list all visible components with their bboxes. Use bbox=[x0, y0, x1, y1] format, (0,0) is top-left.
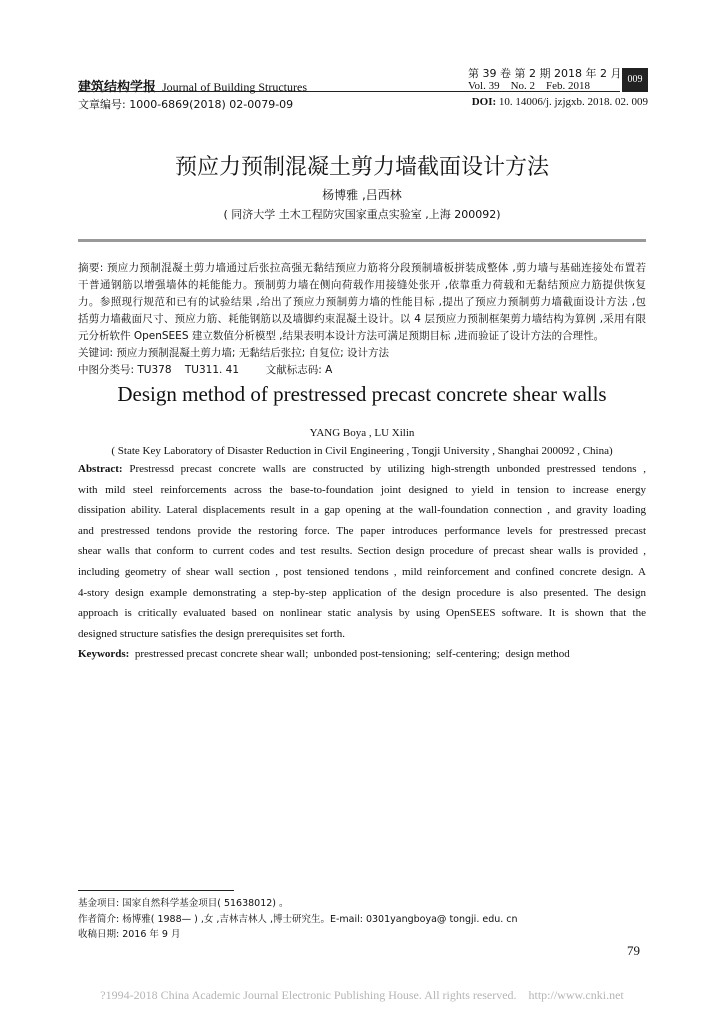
footnote-received: 收稿日期: 2016 年 9 月 bbox=[78, 929, 181, 940]
volume-en: Vol. 39 No. 2 Feb. 2018 bbox=[468, 80, 591, 92]
abstract-cn-line: 力。参照现行规范和已有的试验结果 ,给出了预应力预制剪力墙的性能目标 ,提出了预应力预制剪力墙截面设计方法 ,包 bbox=[78, 296, 646, 308]
abstract-en-line: including geometry of shear wall section , post tensioned tendons , mild reinforcement and confined concrete design. A bbox=[78, 565, 646, 578]
abstract-en-line: and prestressed tendons provide the restoring force. The paper introduces performance levels for prestressed precast bbox=[78, 524, 646, 537]
abstract-en-line bbox=[78, 459, 646, 480]
divider bbox=[78, 239, 646, 242]
keywords-cn: 关键词: 预应力预制混凝土剪力墙; 无黏结后张拉; 自复位; 设计方法 bbox=[78, 347, 389, 359]
keywords-label: Keywords: bbox=[78, 648, 130, 661]
journal-name-cn: 建筑结构学报 bbox=[78, 80, 157, 95]
abstract-en-line: shear walls that conform to current codes and test results. Section design procedure of precast shear walls is provided , bbox=[78, 545, 646, 558]
abstract-en-line: 4-story design example demonstrating a step-by-step application of the design procedure is also presented. The design bbox=[78, 586, 646, 599]
keywords-en bbox=[78, 644, 646, 665]
page-box: 009 bbox=[622, 68, 648, 92]
abstract-en bbox=[78, 459, 646, 665]
classification: 中图分类号: TU378 TU311. 41 文献标志码: A bbox=[78, 364, 333, 376]
header-rule bbox=[78, 91, 620, 92]
affiliation-cn: ( 同济大学 土木工程防灾国家重点实验室 ,上海 200092) bbox=[223, 208, 501, 221]
doi bbox=[472, 96, 648, 108]
footnotes bbox=[78, 896, 518, 943]
abstract-cn-line: 元分析软件 OpenSEES 建立数值分析模型 ,结果表明本设计方法可满足预期目标 ,进而验证了设计方法的合理性。 bbox=[78, 330, 605, 342]
footnote-rule bbox=[78, 890, 234, 891]
abstract-en-line: approach is critically evaluated based on nonlinear static analysis by using OpenSEES software. It is shown that the bbox=[78, 607, 646, 620]
title-en: Design method of prestressed precast concrete shear walls bbox=[117, 382, 607, 406]
authors-en: YANG Boya , LU Xilin bbox=[309, 427, 415, 439]
abstract-cn-line: 干普通钢筋以增强墙体的耗能能力。预制剪力墙在侧向荷载作用接缝处张开 ,依靠重力荷载和无黏结预应力筋提供恢复 bbox=[78, 279, 646, 291]
title-cn: 预应力预制混凝土剪力墙截面设计方法 bbox=[174, 155, 549, 180]
watermark: ?1994-2018 China Academic Journal Electronic Publishing House. All rights reserved. http://www.cnki.net bbox=[100, 988, 624, 1002]
abstract-en-line: designed structure satisfies the design prerequisites set forth. bbox=[78, 627, 345, 640]
doi-label: DOI: bbox=[471, 96, 497, 108]
volume-cn: 第 39 卷 第 2 期 2018 年 2 月 bbox=[468, 67, 622, 80]
footnote-funding: 基金项目: 国家自然科学基金项目( 51638012) 。 bbox=[78, 898, 289, 909]
doi-value: 10. 14006/j. jzjgxb. 2018. 02. 009 bbox=[496, 96, 648, 108]
footnote-author: 作者简介: 杨博雅( 1988— ) ,女 ,吉林吉林人 ,博士研究生。E-mail: 0301yangboya@ tongji. edu. cn bbox=[78, 913, 518, 925]
abstract-cn bbox=[78, 260, 646, 379]
journal-name bbox=[78, 76, 307, 95]
article-number: 文章编号: 1000-6869(2018) 02-0079-09 bbox=[78, 98, 294, 111]
abstract-text: Prestressd precast concrete walls are constructed by utilizing high-strength unbonded prestressed tendons , bbox=[129, 463, 646, 475]
abstract-cn-line: 摘要: 预应力预制混凝土剪力墙通过后张拉高强无黏结预应力筋将分段预制墙板拼装成整体 ,剪力墙与基础连接处布置若 bbox=[78, 262, 646, 274]
abstract-cn-line: 括剪力墙截面尺寸、预应力筋、耗能钢筋以及墙脚约束混凝土设计。以 4 层预应力预制框架剪力墙结构为算例 ,采用有限 bbox=[78, 313, 646, 325]
volume-info bbox=[468, 68, 621, 92]
abstract-en-line: dissipation ability. Lateral displacements result in a gap opening at the wall-foundation connection , and gravity loading bbox=[78, 504, 646, 517]
journal-name-en: Journal of Building Structures bbox=[162, 80, 307, 94]
abstract-label: Abstract: bbox=[78, 463, 123, 475]
keywords-text: prestressed precast concrete shear wall; unbonded post-tensioning; self-centering; design method bbox=[129, 648, 570, 661]
authors-cn: 杨博雅 ,吕西林 bbox=[322, 188, 402, 202]
abstract-en-line: with mild steel reinforcements across the base-to-foundation joint designed to yield in tension to increase energy bbox=[78, 483, 646, 496]
page-number: 79 bbox=[627, 943, 640, 958]
affiliation-en: ( State Key Laboratory of Disaster Reduction in Civil Engineering , Tongji University , Shanghai 200092 , China) bbox=[111, 445, 613, 457]
